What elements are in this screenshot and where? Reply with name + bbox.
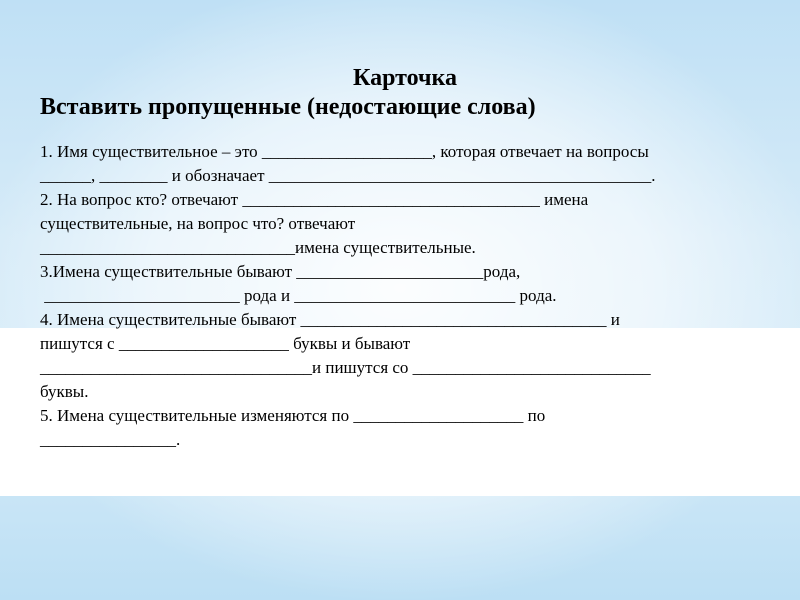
exercise-line: 3.Имена существительные бывают ______________________рода,	[40, 262, 521, 281]
exercise-line: буквы.	[40, 382, 89, 401]
exercise-line: 5. Имена существительные изменяются по ____________________ по	[40, 406, 546, 425]
exercise-line: ________________.	[40, 430, 181, 449]
exercise-line: 2. На вопрос кто? отвечают ___________________________________ имена	[40, 190, 589, 209]
card-subtitle: Вставить пропущенные (недостающие слова)	[40, 94, 536, 120]
exercise-text	[40, 140, 770, 452]
exercise-line: существительные, на вопрос что? отвечают	[40, 214, 356, 233]
exercise-line: ______________________________имена существительные.	[40, 238, 476, 257]
exercise-line: ______, ________ и обозначает _____________________________________________.	[40, 166, 656, 185]
exercise-line: пишутся с ____________________ буквы и бывают	[40, 334, 411, 353]
card-title: Карточка	[353, 65, 457, 91]
exercise-line: ________________________________и пишутся со ____________________________	[40, 358, 651, 377]
exercise-line: _______________________ рода и __________________________ рода.	[40, 286, 557, 305]
worksheet-card	[40, 64, 770, 452]
exercise-line: 1. Имя существительное – это ____________________, которая отвечает на вопросы	[40, 142, 649, 161]
exercise-line: 4. Имена существительные бывают ____________________________________ и	[40, 310, 620, 329]
